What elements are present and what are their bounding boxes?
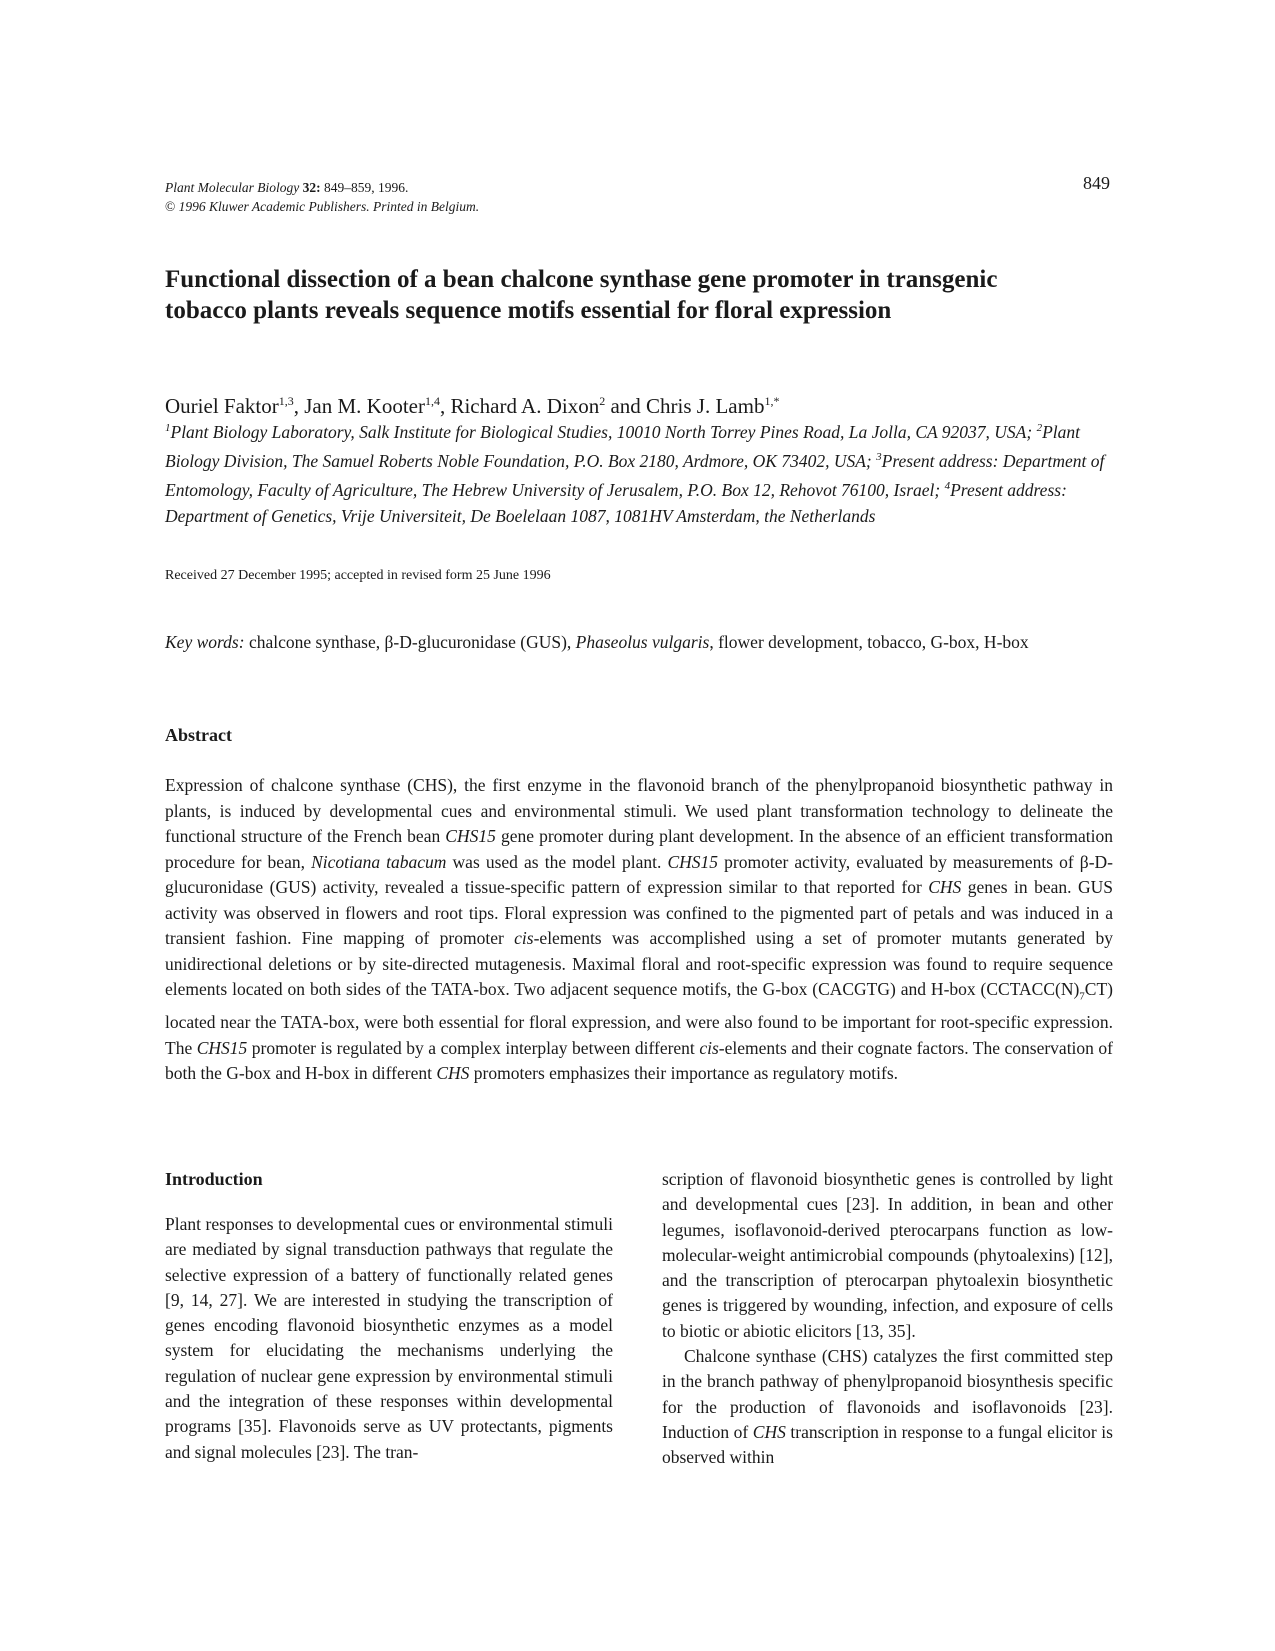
introduction-heading: Introduction bbox=[165, 1169, 263, 1189]
author: Jan M. Kooter$^{1,4}$, bbox=[304, 394, 451, 418]
affiliation: $^2$Plant Biology Division, The Samuel Roberts Noble Foundation, P.O. Box 2180, Ardmore, OK 73402, USA; bbox=[165, 421, 1080, 472]
journal-pages-year: 849–859, 1996. bbox=[320, 180, 409, 195]
author: Richard A. Dixon$^2$ and bbox=[450, 394, 647, 418]
affiliation: $^4$Present address: Department of Genetics, Vrije Universiteit, De Boelelaan 1087, 1081HV Amsterdam, the Netherlands bbox=[165, 480, 1067, 526]
keywords-label: Key words: bbox=[165, 632, 245, 652]
page-number: 849 bbox=[1083, 173, 1110, 193]
journal-volume: 32: bbox=[302, 180, 321, 195]
paper-title: Functional dissection of a bean chalcone synthase gene promoter in transgenic tobacco plants reveals sequence motifs essential for floral expression bbox=[165, 266, 998, 324]
introduction-paragraph: scription of flavonoid biosynthetic genes is controlled by light and developmental cues [23]. In addition, in bean and other legumes, isoflavonoid-derived pterocarpans function as low-molecular-weight antimicrobial compounds (phytoalexins) [12], and the transcription of pterocarpan phytoalexin biosynthetic genes is triggered by wounding, infection, and exposure of cells to biotic or abiotic elicitors [13, 35]. bbox=[662, 1169, 1113, 1341]
journal-name: Plant Molecular Biology bbox=[165, 180, 300, 195]
affiliation: $^1$Plant Biology Laboratory, Salk Institute for Biological Studies, 10010 North Torrey Pines Road, La Jolla, CA 92037, USA; bbox=[165, 421, 1037, 442]
journal-citation bbox=[165, 178, 765, 197]
received-dates: Received 27 December 1995; accepted in revised form 25 June 1996 bbox=[165, 568, 551, 583]
body-column-left bbox=[165, 1166, 613, 1465]
introduction-paragraph: Plant responses to developmental cues or environmental stimuli are mediated by signal transduction pathways that regulate the selective expression of a battery of functionally related genes [9, 14, 27]. We are interested in studying the transcription of genes encoding flavonoid biosynthetic enzymes as a model system for elucidating the mechanisms underlying the regulation of nuclear gene expression by environmental stimuli and the integration of these responses within developmental programs [35]. Flavonoids serve as UV protectants, pigments and signal molecules [23]. The tran- bbox=[165, 1214, 613, 1462]
keyword-species: Phaseolus vulgaris bbox=[575, 632, 710, 652]
author: Ouriel Faktor$^{1,3}$, bbox=[165, 394, 305, 418]
keywords: Key words: chalcone synthase, β-D-glucuronidase (GUS), Phaseolus vulgaris, flower development, tobacco, G-box, H-box bbox=[165, 632, 1029, 652]
affiliations bbox=[165, 416, 1113, 529]
body-column-right bbox=[662, 1167, 1113, 1471]
author-list bbox=[165, 388, 1115, 419]
journal-header bbox=[165, 178, 765, 216]
introduction-paragraph: Chalcone synthase (CHS) catalyzes the first committed step in the branch pathway of phenylpropanoid biosynthesis specific for the production of flavonoids and isoflavonoids [23]. Induction of CHS transcription in response to a fungal elicitor is observed within bbox=[662, 1346, 1113, 1468]
copyright-line bbox=[165, 197, 765, 216]
copyright-symbol: © bbox=[165, 199, 176, 214]
abstract-text: Expression of chalcone synthase (CHS), the first enzyme in the flavonoid branch of the phenylpropanoid biosynthetic pathway in plants, is induced by developmental cues and environmental stimuli. We used plant transformation technology to delineate the functional structure of the French bean CHS15 gene promoter during plant development. In the absence of an efficient transformation procedure for bean, Nicotiana tabacum was used as the model plant. CHS15 promoter activity, evaluated by measurements of β-D-glucuronidase (GUS) activity, revealed a tissue-specific pattern of expression similar to that reported for CHS genes in bean. GUS activity was observed in flowers and root tips. Floral expression was confined to the pigmented part of petals and was induced in a transient fashion. Fine mapping of promoter cis-elements was accomplished using a set of promoter mutants generated by unidirectional deletions or by site-directed mutagenesis. Maximal floral and root-specific expression was found to require sequence elements located on both sides of the TATA-box. Two adjacent sequence motifs, the G-box (CACGTG) and H-box $(CCTACC(N)_7CT)$ located near the TATA-box, were both essential for floral expression, and were also found to be important for root-specific expression. The CHS15 promoter is regulated by a complex interplay between different cis-elements and their cognate factors. The conservation of both the G-box and H-box in different CHS promoters emphasizes their importance as regulatory motifs. bbox=[165, 775, 1114, 1083]
affiliation: $^3$Present address: Department of Entomology, Faculty of Agriculture, The Hebrew University of Jerusalem, P.O. Box 12, Rehovot 76100, Israel; bbox=[165, 451, 1105, 501]
copyright-text: 1996 Kluwer Academic Publishers. Printed in Belgium. bbox=[175, 199, 480, 214]
author: Chris J. Lamb$^{1,*}$ bbox=[646, 394, 780, 418]
abstract-heading: Abstract bbox=[165, 725, 232, 745]
